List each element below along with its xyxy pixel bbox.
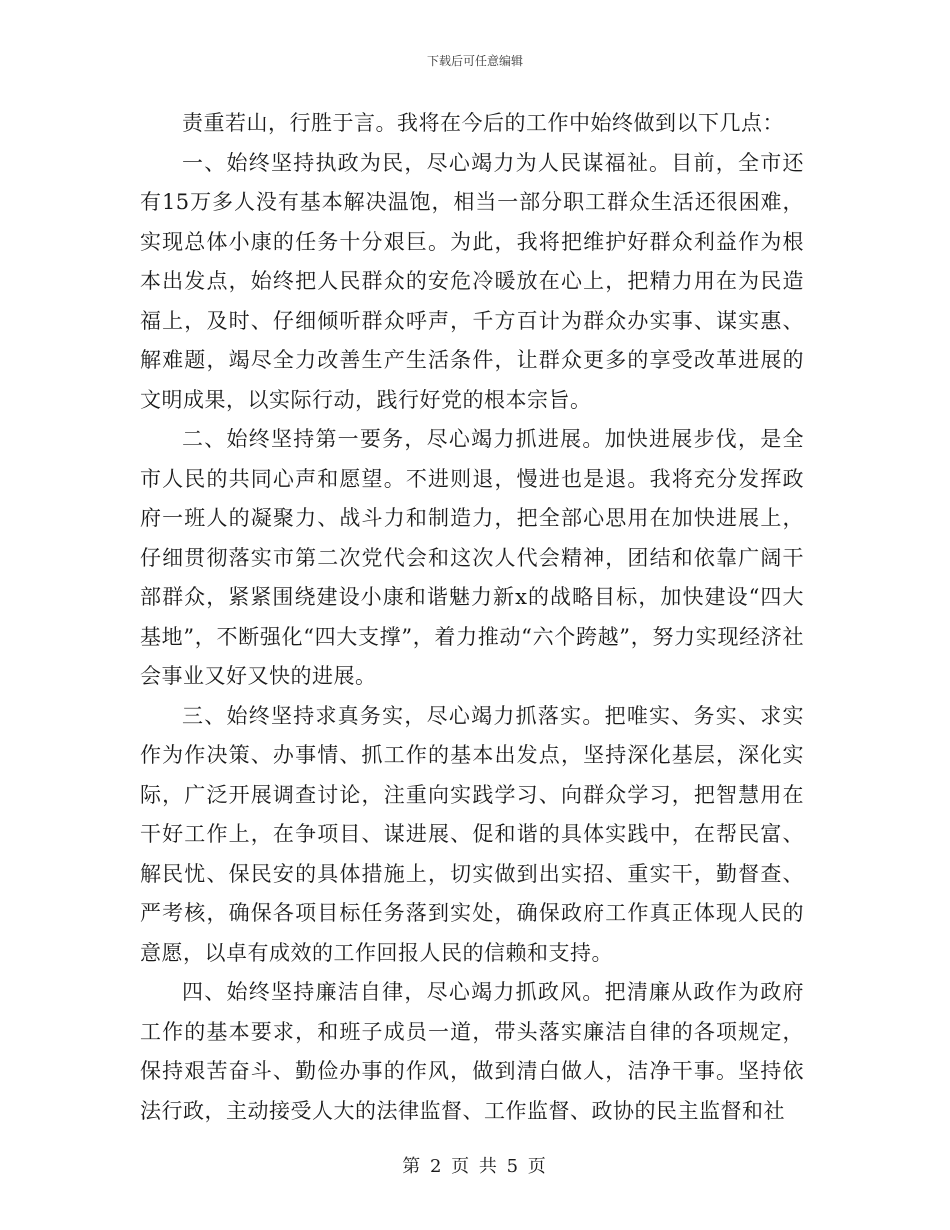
paragraph-point-3: 三、始终坚持求真务实，尽心竭力抓落实。把唯实、务实、求实作为作决策、办事情、抓工作的基本出发点，坚持深化基层，深化实际，广泛开展调查讨论，注重向实践学习、向群众学习，把智慧用在干好工作上，在争项目、谋进展、促和谐的具体实践中，在帮民富、解民忧、保民安的具体措施上，切实做到出实招、重实干，勤督查、严考核，确保各项目标任务落到实处，确保政府工作真正体现人民的意愿，以卓有成效的工作回报人民的信赖和支持。	[140, 703, 804, 965]
paragraph-point-1: 一、始终坚持执政为民，尽心竭力为人民谋福祉。目前，全市还有15万多人没有基本解决温饱，相当一部分职工群众生活还很困难，实现总体小康的任务十分艰巨。为此，我将把维护好群众利益作为根本出发点，始终把人民群众的安危冷暖放在心上，把精力用在为民造福上，及时、仔细倾听群众呼声，千方百计为群众办实事、谋实惠、解难题，竭尽全力改善生产生活条件，让群众更多的享受改革进展的文明成果，以实际行动，践行好党的根本宗旨。	[140, 150, 804, 412]
page-header-note: 下载后可任意编辑	[426, 54, 523, 68]
paragraph-point-4: 四、始终坚持廉洁自律，尽心竭力抓政风。把清廉从政作为政府工作的基本要求，和班子成员一道，带头落实廉洁自律的各项规定，保持艰苦奋斗、勤俭办事的作风，做到清白做人，洁净干事。坚持依法行政，主动接受人大的法律监督、工作监督、政协的民主监督和社	[140, 980, 804, 1123]
page-number-footer: 第 2 页 共 5 页	[402, 1156, 548, 1177]
paragraph-point-2: 二、始终坚持第一要务，尽心竭力抓进展。加快进展步伐，是全市人民的共同心声和愿望。不进则退，慢进也是退。我将充分发挥政府一班人的凝聚力、战斗力和制造力，把全部心思用在加快进展上，仔细贯彻落实市第二次党代会和这次人代会精神，团结和依靠广阔干部群众，紧紧围绕建设小康和谐魅力新x的战略目标，加快建设“四大基地”，不断强化“四大支撑”，着力推动“六个跨越”，努力实现经济社会事业又好又快的进展。	[140, 427, 804, 688]
document-body	[140, 104, 804, 1131]
paragraph-intro: 责重若山，行胜于言。我将在今后的工作中始终做到以下几点：	[182, 111, 784, 135]
